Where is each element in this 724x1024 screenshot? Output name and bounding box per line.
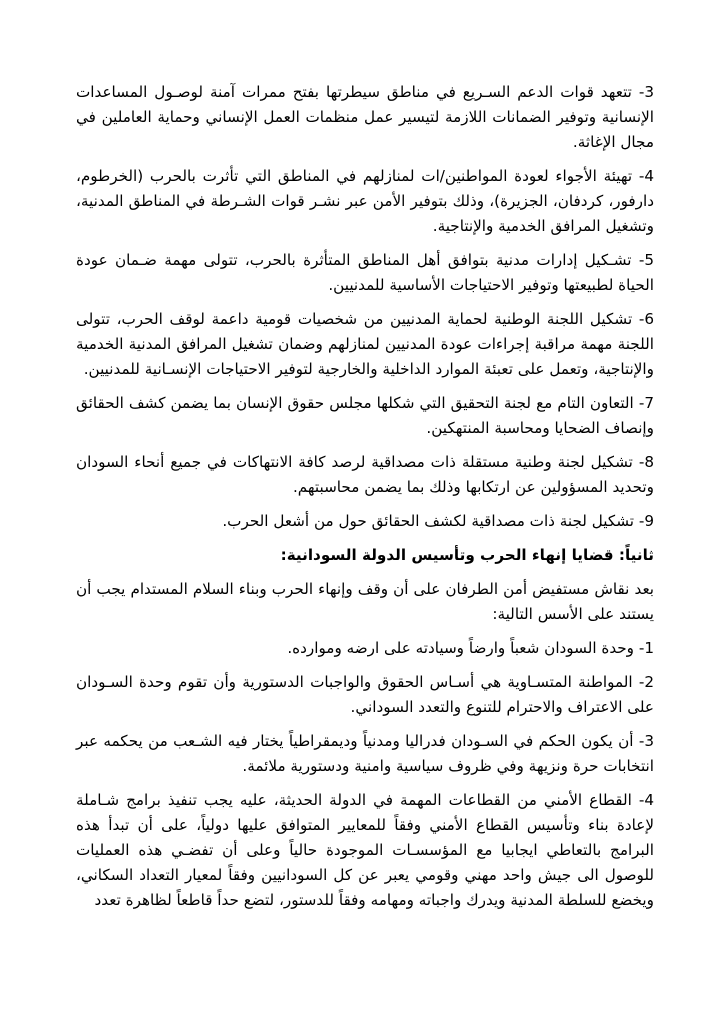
principle-item-3: 3- أن يكون الحكم في السـودان فدراليا ومدنياً وديمقراطياً يختار فيه الشـعب من يحكمه عبر انتخابات حرة ونزيهة وفي ظروف سياسية وامنية ودستورية ملائمة. <box>76 732 654 775</box>
paragraph-item-7: 7- التعاون التام مع لجنة التحقيق التي شكلها مجلس حقوق الإنسان بما يضمن كشف الحقائق وإنصاف الضحايا ومحاسبة المنتهكين. <box>76 394 654 437</box>
section-two-heading: ثانياً: قضايا إنهاء الحرب وتأسيس الدولة السودانية: <box>280 546 654 564</box>
paragraph-item-9: 9- تشكيل لجنة ذات مصداقية لكشف الحقائق حول من أشعل الحرب. <box>222 512 654 530</box>
document-page <box>76 80 654 984</box>
paragraph-item-4: 4- تهيئة الأجواء لعودة المواطنين/ات لمنازلهم في المناطق التي تأثرت بالحرب (الخرطوم، دارفور، كردفان، الجزيرة)، وذلك بتوفير الأمن عبر نشـر قوات الشـرطة في المناطق المدنية، وتشغيل المرافق الخدمية والإنتاجية. <box>76 167 654 235</box>
paragraph-item-8: 8- تشكيل لجنة وطنية مستقلة ذات مصداقية لرصد كافة الانتهاكات في جميع أنحاء السودان وتحديد المسؤولين عن ارتكابها وذلك بما يضمن محاسبتهم. <box>76 453 654 496</box>
principle-item-1: 1- وحدة السودان شعباً وارضاً وسيادته على ارضه وموارده. <box>287 639 654 657</box>
paragraph-item-6: 6- تشكيل اللجنة الوطنية لحماية المدنيين من شخصيات قومية داعمة لوقف الحرب، تتولى اللجنة مهمة مراقبة إجراءات عودة المدنيين لمنازلهم وضمان تشغيل المرافق المدنية الخدمية والإنتاجية، وتعمل على تعبئة الموارد الداخلية والخارجية لتوفير الاحتياجات الإنسـانية للمدنيين. <box>76 310 654 378</box>
paragraph-item-5: 5- تشـكيل إدارات مدنية بتوافق أهل المناطق المتأثرة بالحرب، تتولى مهمة ضـمان عودة الحياة لطبيعتها وتوفير الاحتياجات الأساسية للمدنيين. <box>76 251 654 294</box>
principle-item-4: 4- القطاع الأمني من القطاعات المهمة في الدولة الحديثة، عليه يجب تنفيذ برامج شـاملة لإعادة بناء وتأسيس القطاع الأمني وفقاً للمعايير المتوافق عليها دولياً، على أن تبدأ هذه البرامج بالتعاطي ايجابيا مع المؤسسـات الموجودة حالياً وعلى أن تفضـي هذه العمليات للوصول الى جيش واحد مهني وقومي يعبر عن كل السودانيين وفقاً لمعيار التعداد السكاني، ويخضع للسلطة المدنية ويدرك واجباته ومهامه وفقاً للدستور، لتضع حداً قاطعاً لظاهرة تعدد <box>76 791 654 909</box>
section-two-intro: بعد نقاش مستفيض أمن الطرفان على أن وقف وإنهاء الحرب وبناء السلام المستدام يجب أن يستند على الأسس التالية: <box>76 580 654 623</box>
paragraph-item-3: 3- تتعهد قوات الدعم السـريع في مناطق سيطرتها بفتح ممرات آمنة لوصـول المساعدات الإنسانية وتوفير الضمانات اللازمة لتيسير عمل منظمات العمل الإنساني وحماية العاملين في مجال الإغاثة. <box>76 83 654 151</box>
principle-item-2: 2- المواطنة المتسـاوية هي أسـاس الحقوق والواجبات الدستورية وأن تقوم وحدة السـودان على الاعتراف والاحترام للتنوع والتعدد السوداني. <box>76 673 654 716</box>
